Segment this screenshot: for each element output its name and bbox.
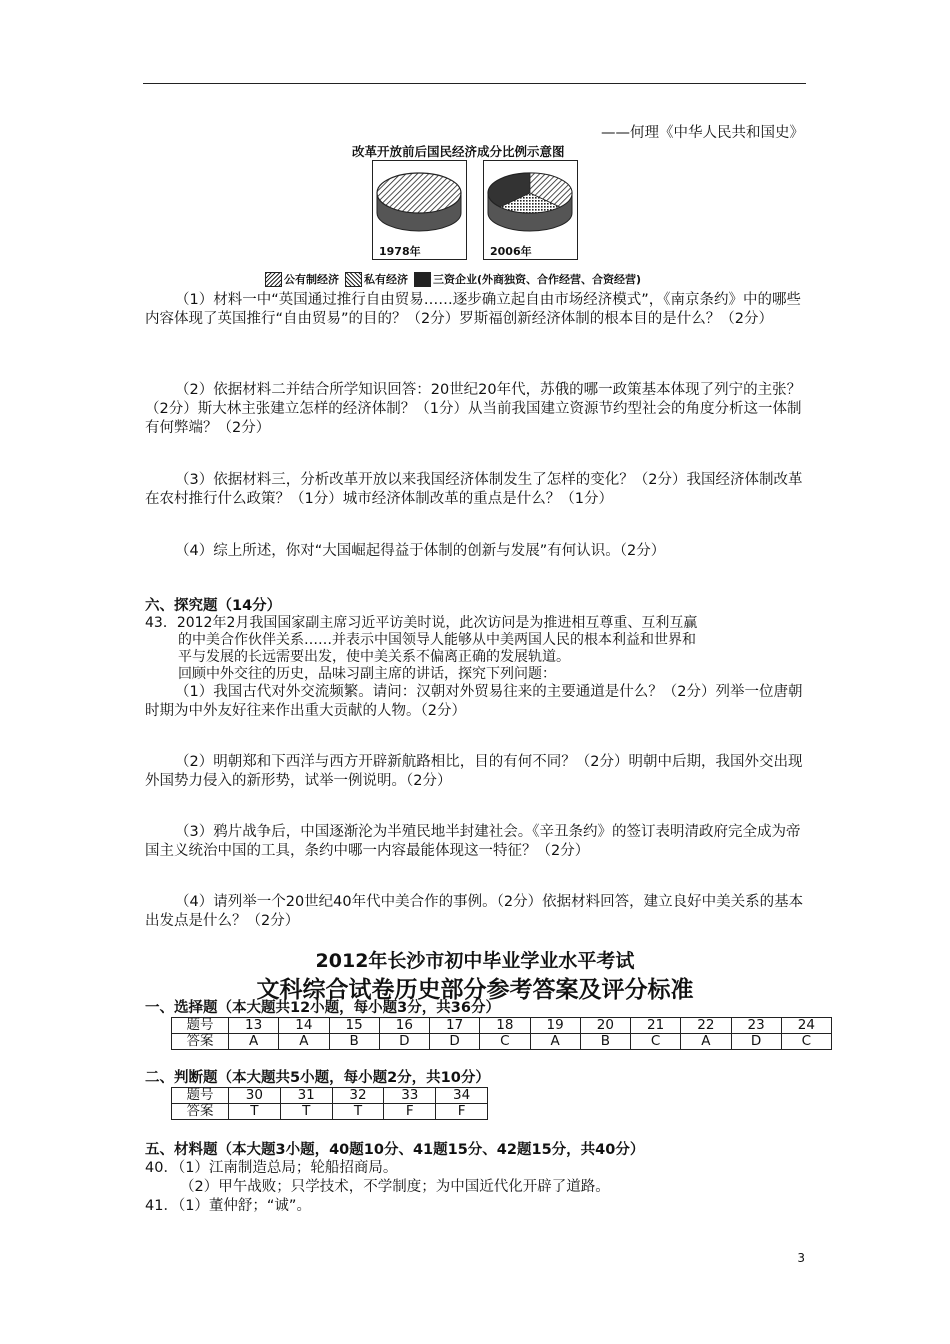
mc-answer: D bbox=[731, 1034, 781, 1050]
answer-40-part2: （2）甲午战败；只学技术，不学制度；为中国近代化开辟了道路。 bbox=[180, 1179, 610, 1195]
mc-answer-row bbox=[172, 1034, 832, 1050]
tf-row-label-number: 题号 bbox=[172, 1088, 229, 1104]
q42-part4: （4）综上所述，你对“大国崛起得益于体制的创新与发展”有何认识。（2分） bbox=[175, 543, 666, 559]
legend-third: 三资企业(外商独资、合作经营、合资经营) bbox=[433, 273, 642, 286]
page-number: 3 bbox=[797, 1251, 805, 1265]
mc-number: 16 bbox=[379, 1018, 429, 1034]
legend-swatch-public bbox=[265, 272, 282, 287]
figure-legend bbox=[265, 271, 641, 287]
mc-answer: C bbox=[631, 1034, 681, 1050]
tf-number: 31 bbox=[280, 1088, 332, 1104]
tf-answer-row bbox=[172, 1104, 488, 1120]
material-heading: 五、材料题（本大题3小题，40题10分、41题15分、42题15分，共40分） bbox=[145, 1142, 645, 1158]
mc-answer: D bbox=[430, 1034, 480, 1050]
tf-heading: 二、判断题（本大题共5小题，每小题2分，共10分） bbox=[145, 1070, 490, 1086]
q42-part3: （3）依据材料三，分析改革开放以来我国经济体制发生了怎样的变化？（2分）我国经济体制改革在农村推行什么政策？（1分）城市经济体制改革的重点是什么？（1分） bbox=[145, 472, 803, 507]
figure-title: 改革开放前后国民经济成分比例示意图 bbox=[352, 144, 565, 159]
q43-part4: （4）请列举一个20世纪40年代中美合作的事例。（2分）依据材料回答，建立良好中美关系的基本出发点是什么？（2分） bbox=[145, 894, 804, 929]
mc-row-label-answer: 答案 bbox=[172, 1034, 229, 1050]
mc-number: 15 bbox=[329, 1018, 379, 1034]
mc-number: 13 bbox=[229, 1018, 279, 1034]
mc-number: 14 bbox=[279, 1018, 329, 1034]
tf-answer: T bbox=[332, 1104, 384, 1120]
mc-answer: A bbox=[681, 1034, 731, 1050]
answer-41-part1: 41．（1）董仲舒；“诚”。 bbox=[145, 1198, 311, 1214]
mc-answer: B bbox=[329, 1034, 379, 1050]
mc-number-row bbox=[172, 1018, 832, 1034]
mc-answer: A bbox=[530, 1034, 580, 1050]
legend-public: 公有制经济 bbox=[284, 273, 339, 286]
mc-number: 24 bbox=[781, 1018, 831, 1034]
q42-part1: （1）材料一中“英国通过推行自由贸易……逐步确立起自由市场经济模式”，《南京条约》中的哪些内容体现了英国推行“自由贸易”的目的？（2分）罗斯福创新经济体制的根本目的是什么？（2分） bbox=[145, 292, 801, 327]
mc-answer: B bbox=[580, 1034, 630, 1050]
q42-part2: （2）依据材料二并结合所学知识回答：20世纪20年代，苏俄的哪一政策基本体现了列宁的主张？（2分）斯大林主张建立怎样的经济体制？（1分）从当前我国建立资源节约型社会的角度分析这一体制有何弊端？（2分） bbox=[145, 382, 802, 436]
answers-title-line2: 文科综合试卷历史部分参考答案及评分标准 bbox=[256, 977, 694, 1003]
tf-number: 30 bbox=[229, 1088, 281, 1104]
q43-intro-line3: 平与发展的长远需要出发，使中美关系不偏离正确的发展轨道。 bbox=[178, 649, 570, 665]
mc-heading: 一、选择题（本大题共12小题，每小题3分，共36分） bbox=[145, 1000, 500, 1016]
q43-part1: （1）我国古代对外交流频繁。请问：汉朝对外贸易往来的主要通道是什么？（2分）列举一位唐朝时期为中外友好往来作出重大贡献的人物。（2分） bbox=[145, 684, 803, 719]
mc-number: 23 bbox=[731, 1018, 781, 1034]
tf-answer-table bbox=[171, 1087, 488, 1120]
mc-number: 22 bbox=[681, 1018, 731, 1034]
q43-intro-line4: 回顾中外交往的历史，品味习副主席的讲话，探究下列问题： bbox=[178, 666, 556, 682]
legend-swatch-private bbox=[345, 272, 362, 287]
source-attribution: ——何理《中华人民共和国史》 bbox=[601, 125, 804, 141]
mc-row-label-number: 题号 bbox=[172, 1018, 229, 1034]
q43-intro-line2: 的中美合作伙伴关系……并表示中国领导人能够从中美两国人民的根本利益和世界和 bbox=[178, 632, 696, 648]
tf-number: 32 bbox=[332, 1088, 384, 1104]
pie-panel-2006 bbox=[483, 160, 578, 260]
legend-private: 私有经济 bbox=[364, 273, 408, 286]
tf-answer: F bbox=[384, 1104, 436, 1120]
pie-1978-graphic bbox=[373, 161, 466, 241]
header-rule bbox=[143, 83, 806, 84]
tf-number: 33 bbox=[384, 1088, 436, 1104]
legend-swatch-third bbox=[414, 272, 431, 287]
mc-number: 18 bbox=[480, 1018, 530, 1034]
tf-row-label-answer: 答案 bbox=[172, 1104, 229, 1120]
mc-answer-table bbox=[171, 1017, 832, 1050]
pie-2006-label: 2006年 bbox=[490, 245, 532, 258]
section6-title: 六、探究题（14分） bbox=[145, 598, 282, 614]
mc-number: 17 bbox=[430, 1018, 480, 1034]
mc-answer: C bbox=[480, 1034, 530, 1050]
mc-answer: A bbox=[279, 1034, 329, 1050]
pie-panel-1978 bbox=[372, 160, 467, 260]
mc-answer: D bbox=[379, 1034, 429, 1050]
q43-part3: （3）鸦片战争后，中国逐渐沦为半殖民地半封建社会。《辛丑条约》的签订表明清政府完全成为帝国主义统治中国的工具，条约中哪一内容最能体现这一特征？（2分） bbox=[145, 824, 801, 859]
mc-number: 21 bbox=[631, 1018, 681, 1034]
mc-answer: A bbox=[229, 1034, 279, 1050]
q43-part2: （2）明朝郑和下西洋与西方开辟新航路相比，目的有何不同？（2分）明朝中后期，我国外交出现外国势力侵入的新形势，试举一例说明。（2分） bbox=[145, 754, 803, 789]
q43-intro-line1: 43．2012年2月我国国家副主席习近平访美时说，此次访问是为推进相互尊重、互利互赢 bbox=[145, 615, 698, 631]
mc-number: 19 bbox=[530, 1018, 580, 1034]
mc-number: 20 bbox=[580, 1018, 630, 1034]
pie-1978-label: 1978年 bbox=[379, 245, 421, 258]
pie-2006-graphic bbox=[484, 161, 577, 241]
tf-number-row bbox=[172, 1088, 488, 1104]
tf-answer: T bbox=[229, 1104, 281, 1120]
mc-answer: C bbox=[781, 1034, 831, 1050]
answers-title-line1: 2012年长沙市初中毕业学业水平考试 bbox=[315, 950, 635, 972]
tf-number: 34 bbox=[436, 1088, 488, 1104]
tf-answer: T bbox=[280, 1104, 332, 1120]
tf-answer: F bbox=[436, 1104, 488, 1120]
answer-40-part1: 40．（1）江南制造总局；轮船招商局。 bbox=[145, 1160, 398, 1176]
